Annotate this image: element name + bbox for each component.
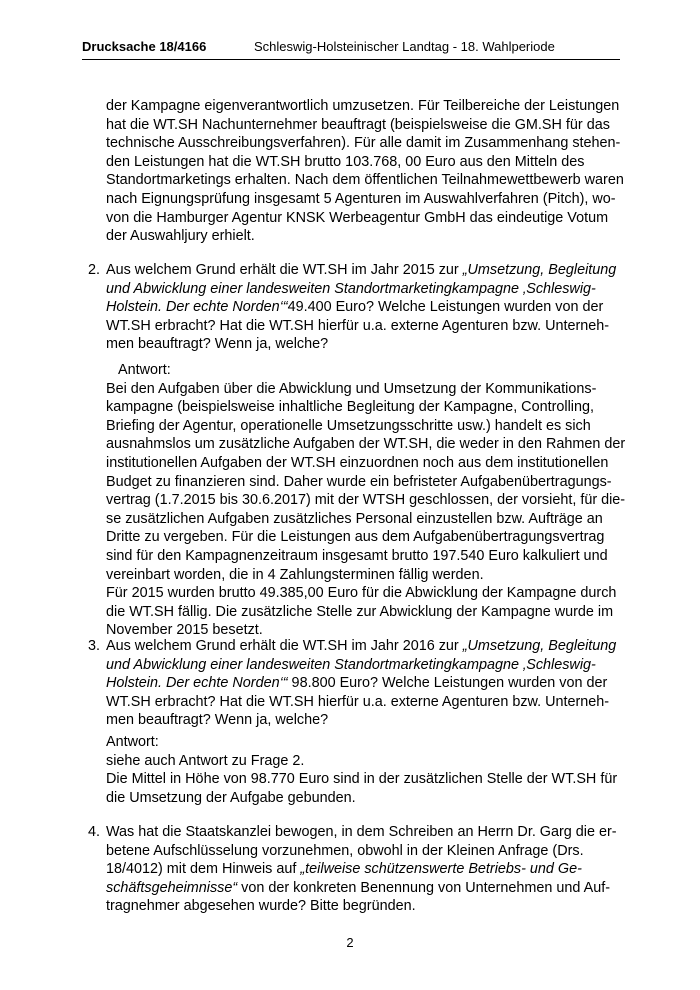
text-line: Dritte zu vergeben. Für die Leistungen aus dem Aufgabenübertragungsvertrag bbox=[106, 529, 605, 546]
q3-line-3-italic: Holstein. Der echte Norden‘“ bbox=[106, 675, 288, 692]
answer-3 bbox=[106, 733, 626, 807]
answer-label: Antwort: bbox=[106, 734, 159, 750]
q2-line-4: WT.SH erbracht? Hat die WT.SH hierfür u.a. externe Agenturen bzw. Unterneh- bbox=[106, 317, 610, 334]
text-line: sind für den Kampagnenzeitraum insgesamt brutto 197.540 Euro kalkuliert und bbox=[106, 547, 608, 564]
q4-line-3: 18/4012) mit dem Hinweis auf bbox=[106, 861, 301, 878]
q3-line-4: WT.SH erbracht? Hat die WT.SH hierfür u.a. externe Agenturen bzw. Unterneh- bbox=[106, 693, 610, 710]
q3-line-3: 98.800 Euro? Welche Leistungen wurden von der bbox=[287, 675, 608, 692]
text-line: hat die WT.SH Nachunternehmer beauftragt (beispielsweise die GM.SH für das bbox=[106, 116, 610, 133]
q3-line-5: men beauftragt? Wenn ja, welche? bbox=[106, 712, 329, 729]
q4-line-4: von der konkreten Benennung von Unternehmen und Auf- bbox=[237, 879, 611, 896]
text-line: nach Eignungsprüfung insgesamt 5 Agenturen im Auswahlverfahren (Pitch), wo- bbox=[106, 190, 616, 207]
text-line: institutionellen Aufgaben der WT.SH einzuordnen noch aus dem institutionellen bbox=[106, 454, 609, 471]
q4-line-1: Was hat die Staatskanzlei bewogen, in dem Schreiben an Herrn Dr. Garg die er- bbox=[106, 824, 617, 840]
q4-line-4-italic: schäftsgeheimnisse“ bbox=[106, 879, 238, 896]
page-header bbox=[82, 39, 620, 59]
question-2-number: 2. bbox=[88, 262, 101, 278]
text-line: Bei den Aufgaben über die Abwicklung und Umsetzung der Kommunikations- bbox=[106, 380, 597, 397]
document-number: Drucksache 18/4166 bbox=[82, 39, 207, 54]
q2-line-1-italic: „Umsetzung, Begleitung bbox=[462, 262, 617, 278]
page-number: 2 bbox=[346, 935, 354, 950]
text-line: von die Hamburger Agentur KNSK Werbeagentur GmbH das eindeutige Votum bbox=[106, 209, 609, 226]
text-line: vereinbart worden, die in 4 Zahlungsterminen fällig werden. bbox=[106, 566, 484, 583]
text-line: vertrag (1.7.2015 bis 30.6.2017) mit der WTSH geschlossen, der vorsieht, für die- bbox=[106, 492, 626, 509]
question-3 bbox=[106, 637, 626, 730]
q2-line-1: Aus welchem Grund erhält die WT.SH im Jahr 2015 zur bbox=[106, 262, 463, 278]
q4-line-3-italic: „teilweise schützenswerte Betriebs- und Ge- bbox=[300, 861, 582, 878]
q3-line-1: Aus welchem Grund erhält die WT.SH im Jahr 2016 zur bbox=[106, 638, 463, 654]
q4-line-5: tragnehmer abgesehen wurde? Bitte begründen. bbox=[106, 898, 416, 915]
q2-line-2: und Abwicklung einer landesweiten Standortmarketingkampagne ‚Schleswig- bbox=[106, 280, 596, 297]
text-line: technische Ausschreibungsverfahren). Für alle damit im Zusammenhang stehen- bbox=[106, 135, 621, 152]
q2-line-5: men beauftragt? Wenn ja, welche? bbox=[106, 336, 329, 353]
question-3-number: 3. bbox=[88, 638, 101, 654]
answer-label: Antwort: bbox=[118, 362, 171, 378]
q3-line-2: und Abwicklung einer landesweiten Standortmarketingkampagne ‚Schleswig- bbox=[106, 656, 596, 673]
intro-paragraph bbox=[106, 97, 626, 246]
text-line: die WT.SH fällig. Die zusätzliche Stelle zur Abwicklung der Kampagne wurde im bbox=[106, 603, 614, 620]
text-line: siehe auch Antwort zu Frage 2. bbox=[106, 752, 305, 769]
text-line: Standortmarketings erhalten. Nach dem öffentlichen Teilnahmewettbewerb waren bbox=[106, 172, 624, 189]
question-4 bbox=[106, 823, 626, 916]
question-2 bbox=[106, 261, 626, 354]
text-line: kampagne (beispielsweise inhaltliche Begleitung der Kampagne, Controlling, bbox=[106, 399, 594, 416]
text-line: se zusätzlichen Aufgaben zusätzliches Personal einzustellen bzw. Aufträge an bbox=[106, 510, 603, 527]
text-line: Für 2015 wurden brutto 49.385,00 Euro für die Abwicklung der Kampagne durch bbox=[106, 585, 617, 602]
text-line: Die Mittel in Höhe von 98.770 Euro sind in der zusätzlichen Stelle der WT.SH für bbox=[106, 771, 618, 788]
q2-line-3: 49.400 Euro? Welche Leistungen wurden von der bbox=[287, 299, 604, 316]
text-line: Briefing der Agentur, operationelle Umsetzungsschritte usw.) handelt es sich bbox=[106, 417, 591, 434]
text-line: die Umsetzung der Aufgabe gebunden. bbox=[106, 789, 356, 806]
text-line: den Leistungen hat die WT.SH brutto 103.768, 00 Euro aus den Mitteln des bbox=[106, 153, 585, 170]
answer-2 bbox=[106, 361, 626, 640]
parliament-title: Schleswig-Holsteinischer Landtag - 18. Wahlperiode bbox=[254, 39, 555, 54]
q4-line-2: betene Aufschlüsselung vorzunehmen, obwohl in der Kleinen Anfrage (Drs. bbox=[106, 842, 584, 859]
text-line: Budget zu finanzieren sind. Daher wurde ein befristeter Aufgabenübertragungs- bbox=[106, 473, 612, 490]
q3-line-1-italic: „Umsetzung, Begleitung bbox=[462, 638, 617, 654]
text-line: der Auswahljury erhielt. bbox=[106, 228, 255, 245]
header-divider bbox=[82, 59, 620, 60]
q2-line-3-italic: Holstein. Der echte Norden‘“ bbox=[106, 299, 288, 316]
question-4-number: 4. bbox=[88, 824, 101, 840]
text-line: der Kampagne eigenverantwortlich umzusetzen. Für Teilbereiche der Leistungen bbox=[106, 98, 620, 114]
text-line: ausnahmslos um zusätzliche Aufgaben der WT.SH, die weder in den Rahmen der bbox=[106, 436, 626, 453]
text-line: November 2015 besetzt. bbox=[106, 622, 263, 639]
